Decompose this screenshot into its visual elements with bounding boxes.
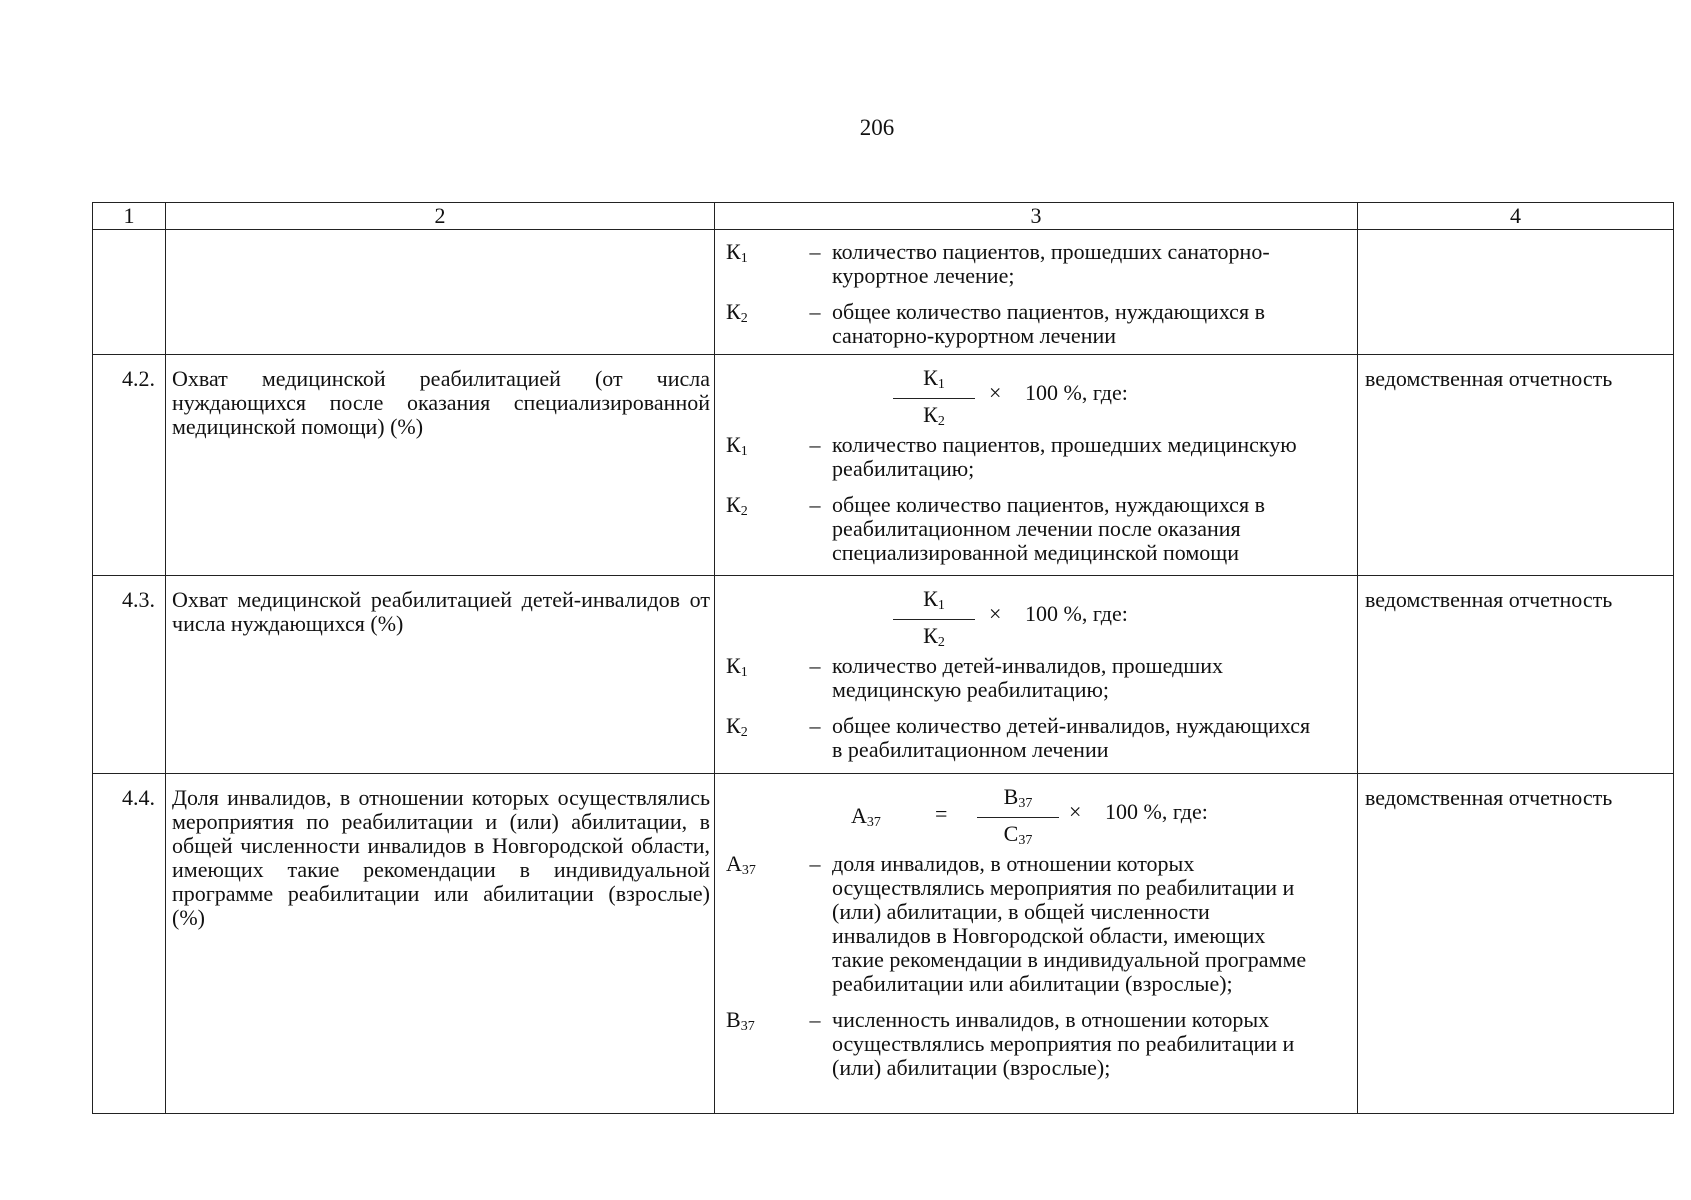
variable-definition xyxy=(725,493,1347,565)
table-row xyxy=(93,230,1674,355)
variable-definition xyxy=(725,433,1347,481)
indicator-name: Охват медицинской реабилитацией детей-инвалидов от числа нуждающихся (%) xyxy=(166,576,715,774)
definition-dash: – xyxy=(809,239,821,264)
indicator-table xyxy=(92,202,1674,1114)
variable-definition xyxy=(725,240,1347,288)
definition-dash: – xyxy=(809,713,821,738)
data-source: ведомственная отчетность xyxy=(1358,576,1674,774)
variable-symbol: $К_2$ xyxy=(726,299,748,326)
data-source: ведомственная отчетность xyxy=(1358,774,1674,1114)
variable-symbol: $В_{37}$ xyxy=(726,1007,755,1034)
formula xyxy=(725,361,1347,429)
formula-tail: 100 %, где: xyxy=(1105,799,1208,824)
formula-fraction xyxy=(977,784,1059,857)
table-row xyxy=(93,774,1674,1114)
variable-symbol: $К_2$ xyxy=(726,713,748,740)
header-col-4: 4 xyxy=(1358,203,1674,230)
multiply-sign: × xyxy=(989,380,1002,405)
formula-cell xyxy=(715,576,1358,774)
definition-dash: – xyxy=(809,1007,821,1032)
header-col-3: 3 xyxy=(715,203,1358,230)
data-source: ведомственная отчетность xyxy=(1358,355,1674,576)
table-row xyxy=(93,576,1674,774)
row-number: 4.3. xyxy=(93,576,166,774)
indicator-name: Охват медицинской реабилитацией (от числа нуждающихся после оказания специализированной медицинской помощи) (%) xyxy=(166,355,715,576)
equals-sign: = xyxy=(935,801,948,826)
variable-symbol: $А_{37}$ xyxy=(726,851,756,878)
formula-lhs: $А_{37}$ xyxy=(851,803,881,830)
variable-definition xyxy=(725,1008,1347,1080)
fraction-numerator: $В_{37}$ xyxy=(977,784,1059,818)
row-number-cell xyxy=(93,230,166,355)
formula-tail: 100 %, где: xyxy=(1025,601,1128,626)
formula-tail: 100 %, где: xyxy=(1025,380,1128,405)
formula-cell xyxy=(715,355,1358,576)
variable-symbol: $К_2$ xyxy=(726,492,748,519)
variable-symbol: $К_1$ xyxy=(726,653,748,680)
indicator-name: Доля инвалидов, в отношении которых осуществлялись мероприятия по реабилитации и (или) абилитации, в общей численности инвалидов в Новгородской области, имеющих такие рекомендации в индивидуальной программе реабилитации или абилитации (взрослые) (%) xyxy=(166,774,715,1114)
definition-dash: – xyxy=(809,653,821,678)
variable-symbol: $К_1$ xyxy=(726,239,748,266)
indicator-name-cell xyxy=(166,230,715,355)
definition-dash: – xyxy=(809,851,821,876)
fraction-denominator: $С_{37}$ xyxy=(1003,821,1033,848)
fraction-denominator: $К_2$ xyxy=(923,623,945,650)
variable-symbol: $К_1$ xyxy=(726,432,748,459)
formula-cell xyxy=(715,774,1358,1114)
definition-text: количество пациентов, прошедших медицинскую реабилитацию; xyxy=(832,432,1297,481)
multiply-sign: × xyxy=(989,601,1002,626)
definition-text: доля инвалидов, в отношении которых осуществлялись мероприятия по реабилитации и (или) абилитации, в общей численности инвалидов в Новгородской области, имеющих такие рекомендации в индивидуальной программе реабилитации или абилитации (взрослые); xyxy=(832,851,1307,996)
definition-text: количество детей-инвалидов, прошедших медицинскую реабилитацию; xyxy=(832,653,1223,702)
definition-dash: – xyxy=(809,492,821,517)
definition-dash: – xyxy=(809,299,821,324)
fraction-numerator: $К_1$ xyxy=(893,586,975,620)
definition-text: численность инвалидов, в отношении которых осуществлялись мероприятия по реабилитации и (или) абилитации (взрослые); xyxy=(832,1007,1295,1080)
definition-text: количество пациентов, прошедших санаторно-курортное лечение; xyxy=(832,239,1270,288)
definition-text: общее количество детей-инвалидов, нуждающихся в реабилитационном лечении xyxy=(832,713,1311,762)
table-header-row xyxy=(93,203,1674,230)
variable-definition xyxy=(725,714,1347,762)
variable-definition xyxy=(725,852,1347,996)
header-col-2: 2 xyxy=(166,203,715,230)
definition-dash: – xyxy=(809,432,821,457)
source-cell xyxy=(1358,230,1674,355)
header-col-1: 1 xyxy=(93,203,166,230)
fraction-numerator: $К_1$ xyxy=(893,365,975,399)
formula-cell xyxy=(715,230,1358,355)
multiply-sign: × xyxy=(1069,799,1082,824)
formula xyxy=(725,780,1347,848)
page-number: 206 xyxy=(859,115,895,140)
variable-definition xyxy=(725,300,1347,348)
row-number: 4.4. xyxy=(93,774,166,1114)
table-row xyxy=(93,355,1674,576)
formula xyxy=(725,582,1347,650)
definition-text: общее количество пациентов, нуждающихся в реабилитационном лечении после оказания специализированной медицинской помощи xyxy=(832,492,1265,565)
row-number: 4.2. xyxy=(93,355,166,576)
formula-fraction xyxy=(893,586,975,659)
formula-fraction xyxy=(893,365,975,438)
variable-definition xyxy=(725,654,1347,702)
fraction-denominator: $К_2$ xyxy=(923,402,945,429)
definition-text: общее количество пациентов, нуждающихся в санаторно-курортном лечении xyxy=(832,299,1265,348)
